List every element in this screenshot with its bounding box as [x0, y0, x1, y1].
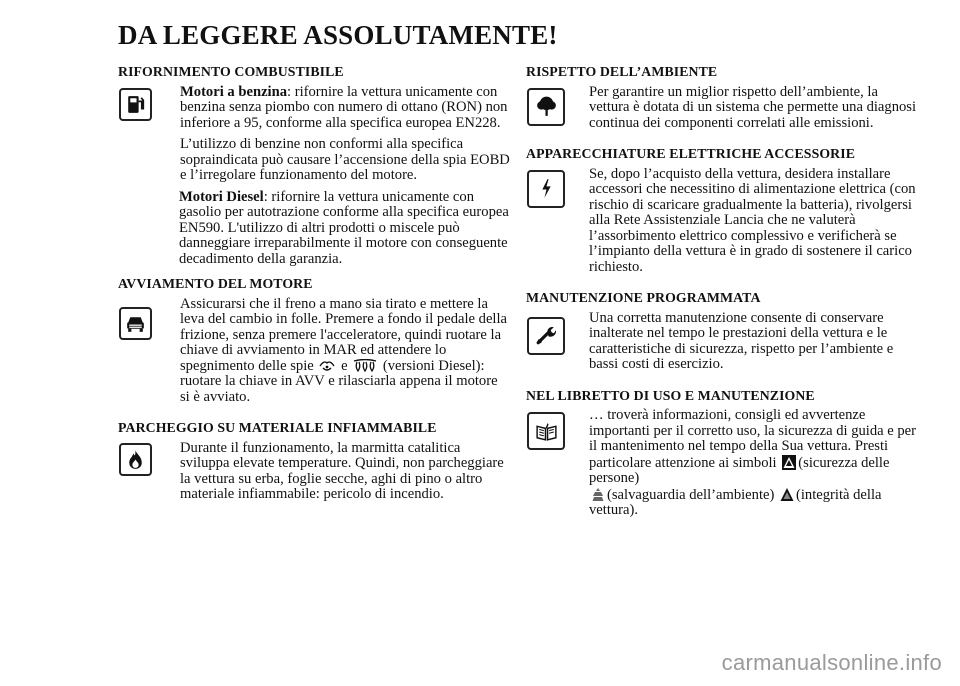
section-heading: APPARECCHIATURE ELETTRICHE ACCESSORIE: [526, 146, 856, 161]
paragraph-text: (sicurezza delle persone): [589, 454, 890, 486]
paragraph-text: Una corretta manutenzione consente di conservare inalterate nel tempo le prestazioni della vettura e le caratteristiche di sicurezza, rispetto per l’ambiente e bassi costi di esercizio.: [589, 309, 894, 372]
paragraph-text: (integrità della vettura).: [589, 486, 882, 518]
paragraph-text: (versioni Diesel): ruotare la chiave in AVV e rilasciarla appena il motore si è avviato.: [180, 357, 498, 405]
section-heading: AVVIAMENTO DEL MOTORE: [118, 276, 313, 291]
person-safety-warning-icon: [782, 455, 796, 470]
vehicle-integrity-warning-icon: [780, 487, 794, 502]
section-heading: PARCHEGGIO SU MATERIALE INFIAMMABILE: [118, 420, 437, 435]
section-fuel: [118, 64, 510, 267]
section-environment: [526, 64, 918, 137]
book-icon: [527, 412, 565, 450]
paragraph-text: : rifornire la vettura unicamente con gasolio per autotrazione conforme alla specifica europea EN590. L'utilizzo di altri prodotti o miscele può danneggiare irreparabilmente il motore con conseguente decadimento della garanzia.: [179, 188, 509, 267]
engine-type-label: Motori Diesel: [179, 188, 264, 205]
section-heading: RIFORNIMENTO COMBUSTIBILE: [118, 64, 344, 79]
preheat-icon: [352, 359, 378, 373]
flame-icon: [119, 443, 152, 476]
paragraph-text: Se, dopo l’acquisto della vettura, desidera installare accessori che necessitino di alimentazione elettrica (con rischio di scaricare gradualmente la batteria), rivolgersi alla Rete Assistenziale Lancia che ne valuterà l’assorbimento elettrico complessivo e verificherà se l’impianto della vettura è in grado di sostenere il carico richiesto.: [589, 165, 916, 275]
section-parking: [118, 420, 510, 509]
conjunction-text: e: [341, 357, 348, 374]
paragraph-text: (salvaguardia dell’ambiente): [607, 486, 775, 503]
environment-warning-icon: [591, 487, 605, 502]
page-title: DA LEGGERE ASSOLUTAMENTE!: [118, 20, 558, 50]
paragraph-text: L’utilizzo di benzine non conformi alla specifica sopraindicata può causare l’accensione della spia EOBD e l’irregolare funzionamento del motore.: [180, 136, 510, 183]
engine-type-label: Motori a benzina: [180, 83, 288, 100]
tree-icon: [527, 88, 565, 126]
section-manual: [526, 388, 918, 525]
paragraph-text: Durante il funzionamento, la marmitta catalitica sviluppa elevate temperature. Quindi, non parcheggiare la vettura su erba, foglie secche, aghi di pino o altro materiale infiammabile: pericolo di incendio.: [180, 439, 504, 502]
car-icon: [119, 307, 152, 340]
paragraph-text: Per garantire un miglior rispetto dell’ambiente, la vettura è dotata di un sistema che permette una diagnosi continua dei componenti correlati alle emissioni.: [589, 83, 917, 131]
right-column: [526, 64, 918, 534]
section-heading: NEL LIBRETTO DI USO E MANUTENZIONE: [526, 387, 815, 403]
wrench-icon: [527, 317, 565, 355]
section-heading: RISPETTO DELL’AMBIENTE: [526, 64, 718, 79]
fuel-pump-icon: [119, 88, 152, 121]
lightning-icon: [527, 170, 565, 208]
section-maintenance: [526, 290, 918, 379]
paragraph-text: : rifornire la vettura unicamente con benzina senza piombo con numero di ottano (RON) non inferiore a 95, conforme alla specifica europea EN228.: [180, 83, 508, 131]
section-start: [118, 276, 510, 411]
section-heading: MANUTENZIONE PROGRAMMATA: [526, 290, 761, 305]
left-column: [118, 64, 510, 518]
section-electrical: [526, 146, 918, 281]
paragraph-text: … troverà informazioni, consigli ed avvertenze importanti per il corretto uso, la sicurezza di guida e per il mantenimento nel tempo della Sua vettura. Presti particolare attenzione ai simboli: [589, 407, 917, 471]
glow-plug-warning-icon: [318, 359, 336, 373]
paragraph-text: Assicurarsi che il freno a mano sia tirato e mettere la leva del cambio in folle. Premere a fondo il pedale della frizione, senza premere l'acceleratore, quindi ruotare la chiave di avviamento in MAR ed attendere lo spegnimento delle spie: [180, 295, 508, 374]
watermark-footer: carmanualsonline.info: [721, 650, 942, 675]
